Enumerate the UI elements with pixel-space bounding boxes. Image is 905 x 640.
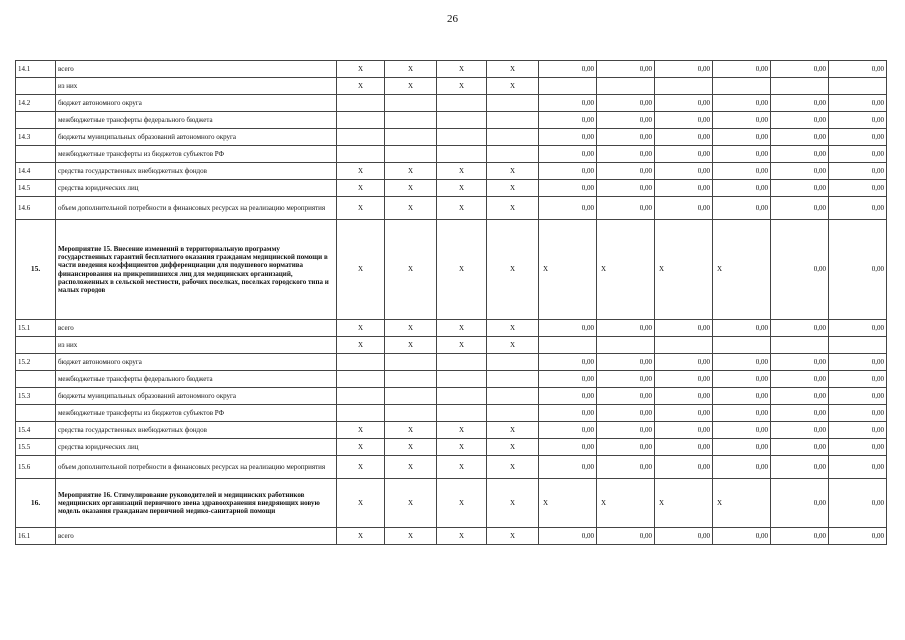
value-cell: 0,00 <box>597 320 655 337</box>
value-cell: 0,00 <box>597 354 655 371</box>
value-cell: 0,00 <box>829 354 887 371</box>
marker-cell: X <box>437 78 487 95</box>
value-cell <box>597 337 655 354</box>
value-cell: 0,00 <box>655 371 713 388</box>
table-row <box>16 197 887 220</box>
marker-cell <box>437 112 487 129</box>
value-cell: 0,00 <box>771 354 829 371</box>
value-cell: 0,00 <box>829 456 887 479</box>
value-cell: 0,00 <box>771 163 829 180</box>
marker-cell: X <box>337 78 385 95</box>
row-name: средства юридических лиц <box>56 180 337 197</box>
table-row <box>16 405 887 422</box>
row-name: средства юридических лиц <box>56 439 337 456</box>
row-number <box>16 405 56 422</box>
marker-cell: X <box>385 163 437 180</box>
marker-cell <box>487 95 539 112</box>
value-cell <box>771 78 829 95</box>
marker-cell: X <box>487 220 539 320</box>
value-cell: 0,00 <box>771 146 829 163</box>
value-cell: 0,00 <box>771 320 829 337</box>
value-cell: 0,00 <box>655 388 713 405</box>
row-name: бюджет автономного округа <box>56 95 337 112</box>
value-cell: 0,00 <box>539 112 597 129</box>
value-cell: 0,00 <box>829 163 887 180</box>
marker-cell <box>337 388 385 405</box>
table-row <box>16 320 887 337</box>
marker-cell: X <box>437 197 487 220</box>
value-cell: 0,00 <box>597 95 655 112</box>
marker-cell: X <box>337 528 385 545</box>
marker-cell: X <box>337 220 385 320</box>
row-number: 14.5 <box>16 180 56 197</box>
value-cell: 0,00 <box>539 320 597 337</box>
row-number: 14.1 <box>16 61 56 78</box>
value-cell: 0,00 <box>771 456 829 479</box>
marker-cell: X <box>487 337 539 354</box>
value-cell: 0,00 <box>713 95 771 112</box>
row-name: объем дополнительной потребности в финансовых ресурсах на реализацию мероприятия <box>56 197 337 220</box>
value-cell: 0,00 <box>539 129 597 146</box>
value-cell: 0,00 <box>829 95 887 112</box>
value-cell: 0,00 <box>655 456 713 479</box>
marker-cell: X <box>385 456 437 479</box>
row-number <box>16 112 56 129</box>
value-cell: 0,00 <box>771 129 829 146</box>
marker-cell: X <box>385 220 437 320</box>
table-row <box>16 95 887 112</box>
value-cell: 0,00 <box>655 163 713 180</box>
value-cell: 0,00 <box>539 197 597 220</box>
row-name: из них <box>56 337 337 354</box>
row-number: 14.3 <box>16 129 56 146</box>
row-number: 15.5 <box>16 439 56 456</box>
marker-cell <box>385 371 437 388</box>
value-cell: 0,00 <box>771 422 829 439</box>
value-cell: 0,00 <box>655 129 713 146</box>
row-number: 14.4 <box>16 163 56 180</box>
row-number: 16.1 <box>16 528 56 545</box>
marker-cell: X <box>337 439 385 456</box>
value-cell <box>829 78 887 95</box>
financing-table <box>15 60 887 545</box>
row-name: из них <box>56 78 337 95</box>
marker-cell: X <box>437 456 487 479</box>
row-number: 14.2 <box>16 95 56 112</box>
row-name: межбюджетные трансферты из бюджетов субъектов РФ <box>56 405 337 422</box>
value-cell: 0,00 <box>539 95 597 112</box>
value-cell: 0,00 <box>655 180 713 197</box>
value-cell <box>713 78 771 95</box>
marker-cell: X <box>337 197 385 220</box>
marker-cell <box>437 146 487 163</box>
value-cell: 0,00 <box>713 163 771 180</box>
value-cell: 0,00 <box>539 354 597 371</box>
row-name: всего <box>56 61 337 78</box>
marker-cell <box>337 354 385 371</box>
value-cell: 0,00 <box>713 405 771 422</box>
marker-cell: X <box>437 439 487 456</box>
marker-cell <box>337 112 385 129</box>
table-row <box>16 61 887 78</box>
marker-cell: X <box>385 78 437 95</box>
table-row <box>16 528 887 545</box>
value-cell: 0,00 <box>829 146 887 163</box>
value-cell: X <box>539 479 597 528</box>
row-number <box>16 337 56 354</box>
value-cell: 0,00 <box>597 163 655 180</box>
row-name: межбюджетные трансферты федерального бюджета <box>56 371 337 388</box>
value-cell: X <box>713 220 771 320</box>
value-cell: 0,00 <box>597 112 655 129</box>
value-cell: 0,00 <box>713 528 771 545</box>
table-row <box>16 371 887 388</box>
value-cell: 0,00 <box>655 146 713 163</box>
activity-row <box>16 220 887 320</box>
value-cell: 0,00 <box>771 61 829 78</box>
row-name: объем дополнительной потребности в финансовых ресурсах на реализацию мероприятия <box>56 456 337 479</box>
value-cell: 0,00 <box>539 405 597 422</box>
value-cell <box>829 337 887 354</box>
value-cell: 0,00 <box>829 197 887 220</box>
marker-cell: X <box>385 422 437 439</box>
marker-cell: X <box>487 528 539 545</box>
marker-cell <box>385 146 437 163</box>
marker-cell <box>337 146 385 163</box>
marker-cell: X <box>385 61 437 78</box>
marker-cell: X <box>487 180 539 197</box>
value-cell: 0,00 <box>539 180 597 197</box>
value-cell: X <box>655 220 713 320</box>
value-cell: 0,00 <box>771 197 829 220</box>
value-cell: X <box>597 220 655 320</box>
marker-cell <box>385 405 437 422</box>
value-cell: 0,00 <box>597 388 655 405</box>
value-cell: 0,00 <box>829 220 887 320</box>
value-cell: 0,00 <box>713 354 771 371</box>
value-cell: 0,00 <box>597 371 655 388</box>
marker-cell: X <box>487 78 539 95</box>
value-cell: 0,00 <box>771 405 829 422</box>
marker-cell: X <box>487 61 539 78</box>
marker-cell: X <box>437 180 487 197</box>
marker-cell <box>437 388 487 405</box>
marker-cell: X <box>437 61 487 78</box>
marker-cell <box>487 354 539 371</box>
marker-cell <box>385 95 437 112</box>
table-row <box>16 180 887 197</box>
value-cell <box>655 337 713 354</box>
row-number <box>16 371 56 388</box>
value-cell: 0,00 <box>597 439 655 456</box>
table-row <box>16 354 887 371</box>
marker-cell <box>385 354 437 371</box>
table-row <box>16 112 887 129</box>
value-cell: 0,00 <box>771 112 829 129</box>
marker-cell: X <box>487 163 539 180</box>
value-cell <box>597 78 655 95</box>
row-number: 15.4 <box>16 422 56 439</box>
marker-cell: X <box>385 479 437 528</box>
value-cell: 0,00 <box>539 163 597 180</box>
value-cell: 0,00 <box>597 61 655 78</box>
value-cell <box>655 78 713 95</box>
value-cell: 0,00 <box>771 95 829 112</box>
marker-cell: X <box>487 422 539 439</box>
marker-cell: X <box>337 456 385 479</box>
row-number <box>16 78 56 95</box>
value-cell: 0,00 <box>771 388 829 405</box>
value-cell: 0,00 <box>597 197 655 220</box>
marker-cell <box>337 371 385 388</box>
value-cell <box>539 78 597 95</box>
value-cell: 0,00 <box>771 180 829 197</box>
marker-cell: X <box>487 456 539 479</box>
value-cell: 0,00 <box>713 129 771 146</box>
value-cell: 0,00 <box>771 220 829 320</box>
row-name: средства государственных внебюджетных фондов <box>56 163 337 180</box>
marker-cell: X <box>337 61 385 78</box>
value-cell: 0,00 <box>655 405 713 422</box>
row-name: средства государственных внебюджетных фондов <box>56 422 337 439</box>
marker-cell: X <box>487 439 539 456</box>
row-number: 16. <box>16 479 56 528</box>
row-name: бюджеты муниципальных образований автономного округа <box>56 129 337 146</box>
value-cell: 0,00 <box>771 528 829 545</box>
marker-cell <box>437 405 487 422</box>
value-cell: 0,00 <box>829 112 887 129</box>
row-number: 14.6 <box>16 197 56 220</box>
value-cell: 0,00 <box>829 388 887 405</box>
row-number: 15.1 <box>16 320 56 337</box>
marker-cell: X <box>337 422 385 439</box>
value-cell: 0,00 <box>771 479 829 528</box>
marker-cell: X <box>437 422 487 439</box>
value-cell: 0,00 <box>597 456 655 479</box>
table-row <box>16 439 887 456</box>
marker-cell <box>385 388 437 405</box>
value-cell: X <box>713 479 771 528</box>
row-name: Мероприятие 15. Внесение изменений в территориальную программу государственных гарантий бесплатного оказания гражданам медицинской помощи в части введения коэффициентов дифференциации для подушевого норматива финансирования на прикрепившихся лиц для медицинских организаций, расположенных в сельской местности, рабочих поселках, поселках городского типа и малых городов <box>56 220 337 320</box>
row-name: всего <box>56 528 337 545</box>
marker-cell: X <box>487 479 539 528</box>
value-cell: 0,00 <box>539 61 597 78</box>
marker-cell <box>487 405 539 422</box>
value-cell: 0,00 <box>539 528 597 545</box>
value-cell: 0,00 <box>713 456 771 479</box>
marker-cell <box>337 405 385 422</box>
row-name: межбюджетные трансферты из бюджетов субъектов РФ <box>56 146 337 163</box>
value-cell: 0,00 <box>655 320 713 337</box>
row-name: межбюджетные трансферты федерального бюджета <box>56 112 337 129</box>
value-cell <box>539 337 597 354</box>
value-cell: 0,00 <box>829 479 887 528</box>
marker-cell: X <box>487 197 539 220</box>
row-number: 15.3 <box>16 388 56 405</box>
marker-cell: X <box>385 197 437 220</box>
table-row <box>16 337 887 354</box>
marker-cell <box>437 95 487 112</box>
marker-cell: X <box>437 479 487 528</box>
value-cell: 0,00 <box>829 129 887 146</box>
marker-cell <box>437 129 487 146</box>
value-cell: 0,00 <box>655 197 713 220</box>
marker-cell: X <box>437 320 487 337</box>
value-cell: 0,00 <box>655 422 713 439</box>
value-cell: 0,00 <box>713 422 771 439</box>
table-row <box>16 388 887 405</box>
value-cell: 0,00 <box>539 456 597 479</box>
marker-cell: X <box>337 479 385 528</box>
value-cell: 0,00 <box>829 371 887 388</box>
value-cell <box>771 337 829 354</box>
marker-cell <box>337 95 385 112</box>
value-cell: 0,00 <box>829 422 887 439</box>
table-row <box>16 456 887 479</box>
value-cell: 0,00 <box>713 197 771 220</box>
marker-cell <box>487 129 539 146</box>
value-cell: 0,00 <box>539 439 597 456</box>
value-cell: 0,00 <box>655 95 713 112</box>
value-cell: 0,00 <box>829 405 887 422</box>
marker-cell <box>487 388 539 405</box>
row-number <box>16 146 56 163</box>
value-cell: 0,00 <box>655 528 713 545</box>
value-cell: 0,00 <box>713 371 771 388</box>
value-cell: 0,00 <box>597 405 655 422</box>
value-cell: 0,00 <box>829 180 887 197</box>
value-cell: 0,00 <box>829 61 887 78</box>
value-cell: 0,00 <box>539 422 597 439</box>
value-cell: 0,00 <box>597 146 655 163</box>
value-cell: 0,00 <box>597 528 655 545</box>
table-row <box>16 78 887 95</box>
value-cell: 0,00 <box>771 439 829 456</box>
marker-cell: X <box>385 320 437 337</box>
marker-cell: X <box>437 337 487 354</box>
value-cell: 0,00 <box>713 388 771 405</box>
marker-cell: X <box>337 163 385 180</box>
value-cell: 0,00 <box>771 371 829 388</box>
value-cell: 0,00 <box>713 146 771 163</box>
row-name: бюджеты муниципальных образований автономного округа <box>56 388 337 405</box>
marker-cell: X <box>385 337 437 354</box>
marker-cell: X <box>385 528 437 545</box>
value-cell: 0,00 <box>713 439 771 456</box>
value-cell: 0,00 <box>713 112 771 129</box>
value-cell: 0,00 <box>713 180 771 197</box>
value-cell: 0,00 <box>539 388 597 405</box>
value-cell: 0,00 <box>829 528 887 545</box>
value-cell <box>713 337 771 354</box>
value-cell: X <box>539 220 597 320</box>
row-name: бюджет автономного округа <box>56 354 337 371</box>
row-name: Мероприятие 16. Стимулирование руководителей и медицинских работников медицинских организаций первичного звена здравоохранения внедряющих новую модель оказания гражданам первичной медико-санитарной помощи <box>56 479 337 528</box>
table-row <box>16 146 887 163</box>
value-cell: 0,00 <box>655 112 713 129</box>
marker-cell: X <box>337 320 385 337</box>
marker-cell <box>487 146 539 163</box>
marker-cell <box>487 371 539 388</box>
marker-cell: X <box>337 180 385 197</box>
row-name: всего <box>56 320 337 337</box>
value-cell: 0,00 <box>597 422 655 439</box>
value-cell: 0,00 <box>713 320 771 337</box>
row-number: 15. <box>16 220 56 320</box>
value-cell: 0,00 <box>597 180 655 197</box>
marker-cell: X <box>437 528 487 545</box>
value-cell: 0,00 <box>713 61 771 78</box>
value-cell: X <box>655 479 713 528</box>
marker-cell <box>437 371 487 388</box>
activity-row <box>16 479 887 528</box>
value-cell: 0,00 <box>597 129 655 146</box>
page-number: 26 <box>447 13 458 25</box>
marker-cell <box>337 129 385 146</box>
marker-cell: X <box>437 220 487 320</box>
marker-cell <box>437 354 487 371</box>
value-cell: 0,00 <box>539 146 597 163</box>
marker-cell: X <box>385 180 437 197</box>
value-cell: 0,00 <box>829 439 887 456</box>
table-row <box>16 163 887 180</box>
value-cell: 0,00 <box>655 61 713 78</box>
marker-cell <box>385 112 437 129</box>
table-row <box>16 129 887 146</box>
marker-cell <box>385 129 437 146</box>
value-cell: 0,00 <box>655 354 713 371</box>
value-cell: X <box>597 479 655 528</box>
value-cell: 0,00 <box>829 320 887 337</box>
row-number: 15.2 <box>16 354 56 371</box>
value-cell: 0,00 <box>655 439 713 456</box>
marker-cell: X <box>437 163 487 180</box>
marker-cell: X <box>487 320 539 337</box>
marker-cell <box>487 112 539 129</box>
marker-cell: X <box>337 337 385 354</box>
marker-cell: X <box>385 439 437 456</box>
row-number: 15.6 <box>16 456 56 479</box>
value-cell: 0,00 <box>539 371 597 388</box>
table-row <box>16 422 887 439</box>
